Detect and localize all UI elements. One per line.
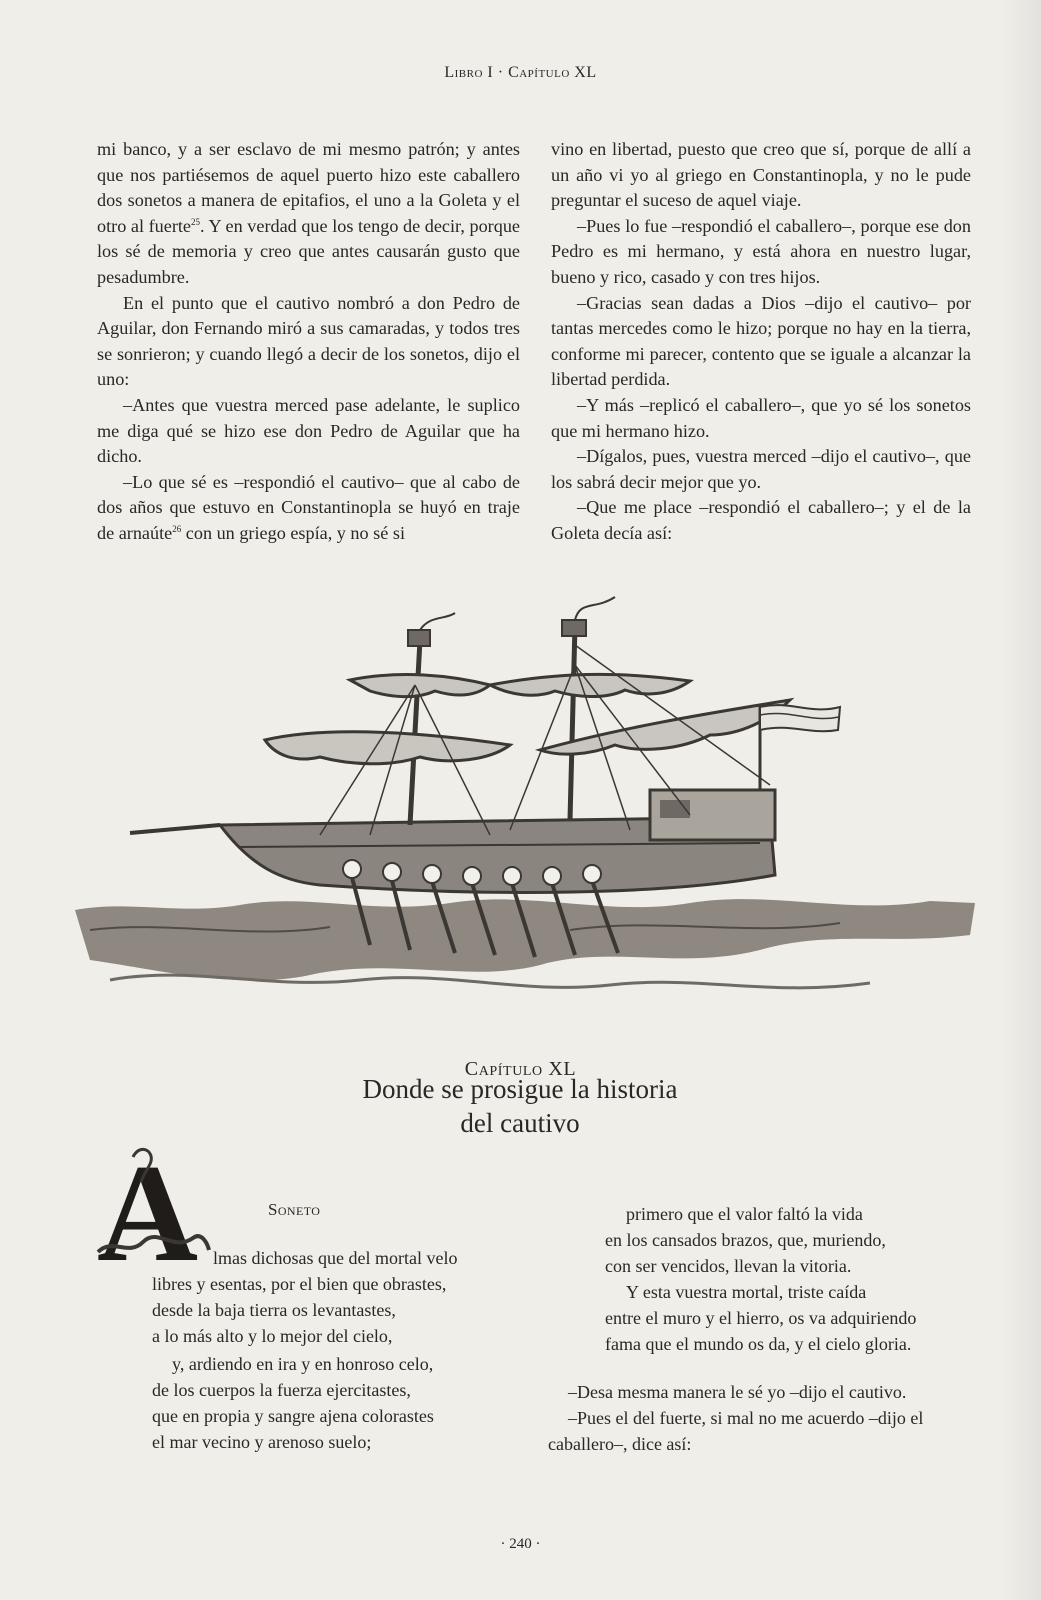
paragraph: –Que me place –respondió el caballero–; y el de la Goleta decía así: (551, 497, 971, 543)
sonnet-line: lmas dichosas que del mortal velo (213, 1248, 458, 1268)
sonnet-line: Y esta vuestra mortal, triste caída (626, 1282, 867, 1302)
sonnet-label: Soneto (268, 1200, 321, 1219)
right-text-column (551, 137, 971, 547)
galley-ship-illustration (70, 585, 980, 1015)
page-number: · 240 · (500, 1536, 541, 1552)
chapter-title (320, 1072, 720, 1140)
paragraph: –Y más –replicó el caballero–, que yo sé los sonetos que mi hermano hizo. (551, 394, 971, 441)
sonnet-line: en los cansados brazos, que, muriendo, (605, 1230, 886, 1250)
sonnet-line: a lo más alto y lo mejor del cielo, (152, 1326, 393, 1346)
left-text-column (97, 137, 520, 547)
sonnet-line: entre el muro y el hierro, os va adquiriendo (605, 1308, 917, 1328)
paragraph: En el punto que el cautivo nombró a don Pedro de Aguilar, don Fernando miró a sus camaradas, y todos tres se sonrieron; y cuando llegó a decir de los sonetos, dijo el uno: (97, 292, 520, 390)
paragraph: –Lo que sé es –respondió el cautivo– que al cabo de dos años que estuvo en Constantinopla se huyó en traje de arnaúte$^{26}$ con un griego espía, y no sé si (97, 471, 520, 543)
chapter-title-line: Donde se prosigue la historia (362, 1074, 678, 1104)
sonnet-line: y, ardiendo en ira y en honroso celo, (172, 1354, 434, 1374)
paragraph: –Antes que vuestra merced pase adelante, le suplico me diga qué se hizo ese don Pedro de Aguilar que ha dicho. (97, 394, 520, 467)
sonnet-line: primero que el valor faltó la vida (626, 1204, 863, 1224)
chapter-title-line: del cautivo (460, 1108, 580, 1138)
running-head: Libro I · Capítulo XL (444, 64, 597, 81)
closing-line: –Desa mesma manera le sé yo –dijo el cautivo. (568, 1382, 907, 1402)
closing-line: –Pues el del fuerte, si mal no me acuerdo –dijo el (568, 1408, 924, 1428)
sonnet-line: de los cuerpos la fuerza ejercitastes, (152, 1380, 411, 1400)
paragraph: mi banco, y a ser esclavo de mi mesmo patrón; y antes que nos partiésemos de aquel puerto hizo este caballero dos sonetos a manera de epitafios, el uno a la Goleta y el otro al fuerte$^{25}$. Y en verdad que los tengo de decir, porque los sé de memoria y creo que antes causarán gusto que pesadumbre. (97, 139, 521, 287)
paragraph: –Pues lo fue –respondió el caballero–, porque ese don Pedro es mi hermano, y está ahora en nuestro lugar, bueno y rico, casado y con tres hijos. (551, 215, 971, 287)
sonnet-line: desde la baja tierra os levantastes, (152, 1300, 396, 1320)
sonnet-line: el mar vecino y arenoso suelo; (152, 1432, 372, 1452)
decorated-initial-letter (93, 1142, 211, 1268)
page-edge-shadow (1001, 0, 1041, 1600)
sonnet-line: fama que el mundo os da, y el cielo gloria. (605, 1334, 912, 1354)
chapter-label: Capítulo XL (464, 1058, 577, 1080)
paragraph: –Dígalos, pues, vuestra merced –dijo el cautivo–, que los sabrá decir mejor que yo. (551, 446, 971, 492)
paragraph: vino en libertad, puesto que creo que sí, porque de allí a un año vi yo al griego en Constantinopla, y no le pude preguntar el suceso de aquel viaje. (551, 139, 971, 211)
sonnet-line: libres y esentas, por el bien que obrastes, (152, 1274, 447, 1294)
sonnet-line: que en propia y sangre ajena colorastes (152, 1406, 434, 1426)
svg-text:A: A (97, 1142, 199, 1268)
sonnet-line: con ser vencidos, llevan la vitoria. (605, 1256, 852, 1276)
paragraph: –Gracias sean dadas a Dios –dijo el cautivo– por tantas mercedes como le hizo; porque no hay en la tierra, conforme mi parecer, contento que se iguale a alcanzar la libertad perdida. (551, 292, 971, 390)
closing-line: caballero–, dice así: (548, 1434, 692, 1454)
footnote-ref[interactable]: 26 (172, 523, 182, 534)
footnote-ref[interactable]: 25 (191, 216, 201, 227)
